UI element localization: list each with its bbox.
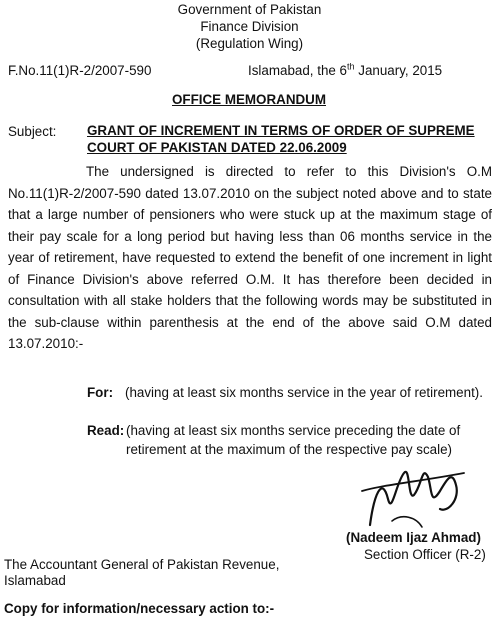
for-clause: [87, 383, 492, 402]
header-division: Finance Division: [200, 19, 299, 34]
for-text: (having at least six months service in the year of retirement).: [125, 385, 483, 400]
signature-scribble-icon: [352, 455, 472, 535]
addressee-line-2: Islamabad: [4, 573, 66, 588]
for-label: For:: [87, 385, 114, 400]
issue-date-sup: th: [347, 61, 355, 72]
body-paragraph: The undersigned is directed to refer to this Division's O.M No.11(1)R-2/2007-590 dated 13.07.2010 on the subject noted above and to state that a large number of pensioners who were stuck up at the maximum stage of their pay scale for a long period but having less than 06 months service in the year of retirement, have requested to extend the benefit of one increment in light of Finance Division's above referred O.M. It has therefore been decided in consultation with all stake holders that the following words may be substituted in the sub-clause within parenthesis at the end of the above said O.M dated 13.07.2010:-: [8, 164, 492, 351]
issue-date: [248, 63, 442, 79]
subject-line-2: COURT OF PAKISTAN DATED 22.06.2009: [87, 140, 347, 155]
addressee-line-1: The Accountant General of Pakistan Revenue,: [4, 557, 280, 572]
subject-line-1: GRANT OF INCREMENT IN TERMS OF ORDER OF SUPREME: [87, 123, 475, 138]
issue-date-prefix: Islamabad, the 6: [248, 63, 348, 78]
copy-to-heading: Copy for information/necessary action to:-: [4, 601, 275, 616]
signatory-name: (Nadeem Ijaz Ahmad): [346, 530, 481, 545]
issue-date-suffix: January, 2015: [354, 63, 443, 78]
read-text-1: (having at least six months service preceding the date of: [126, 423, 461, 438]
read-text-2: retirement at the maximum of the respective pay scale): [126, 442, 452, 457]
header-government: Government of Pakistan: [177, 2, 322, 17]
read-label: Read:: [87, 423, 125, 438]
header-wing: (Regulation Wing): [195, 36, 304, 51]
signatory-designation: Section Officer (R-2): [364, 547, 486, 562]
subject-label: Subject:: [8, 124, 57, 139]
file-number: F.No.11(1)R-2/2007-590: [8, 63, 152, 78]
memo-title: OFFICE MEMORANDUM: [172, 92, 326, 107]
